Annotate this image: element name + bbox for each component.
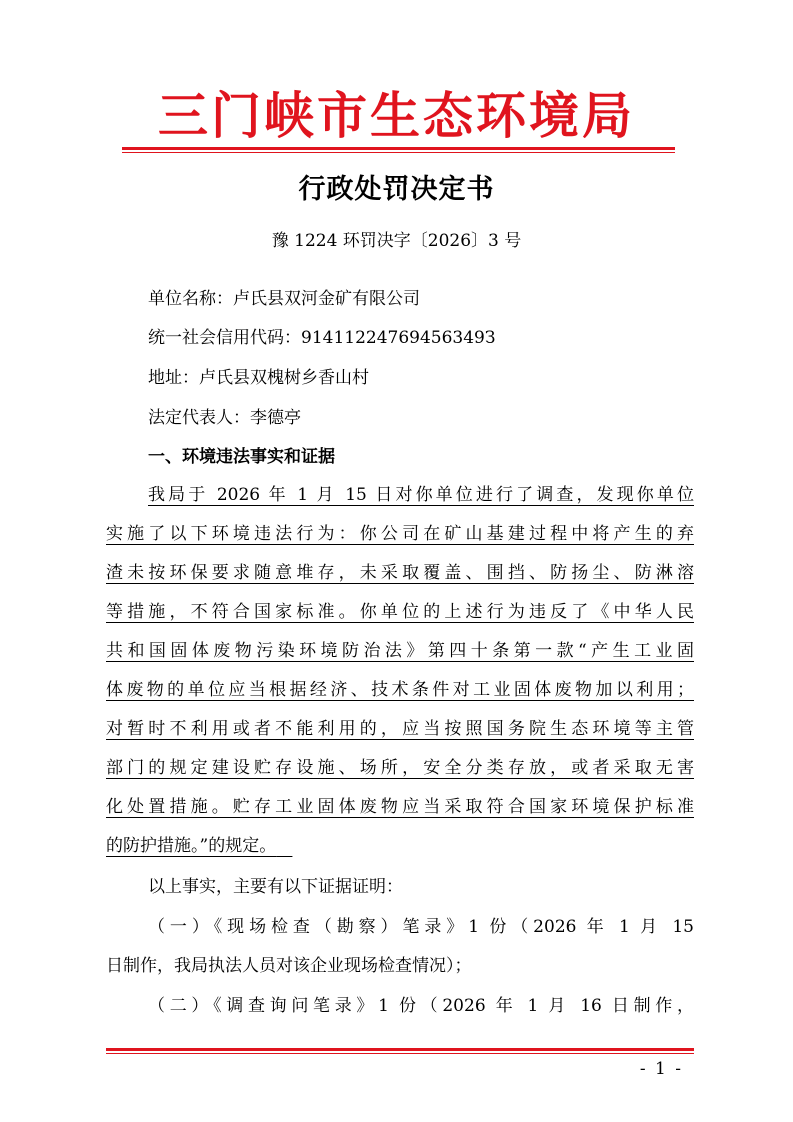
agency-masthead: 三门峡市生态环境局 (158, 86, 635, 145)
evidence-item: （二）《调查询问笔录》1 份（2026 年 1 月 16 日制作， (148, 996, 694, 1016)
party-name: 单位名称：卢氏县双河金矿有限公司 (148, 289, 420, 309)
document-title: 行政处罚决定书 (298, 174, 495, 205)
page-number: - 1 - (639, 1059, 683, 1079)
fact-line: 的防护措施。”的规定。 (106, 836, 277, 856)
masthead-rule-thick (122, 147, 675, 150)
evidence-item: 日制作，我局执法人员对该企业现场检查情况）； (106, 956, 472, 976)
fact-line: 对暂时不利用或者不能利用的，应当按照国务院生态环境等主管 (106, 719, 694, 739)
party-credit-code: 统一社会信用代码：91411224769456349З (148, 328, 496, 348)
masthead-rule-thin (122, 152, 675, 153)
fact-line: 部门的规定建设贮存设施、场所，安全分类存放，或者采取无害 (106, 758, 694, 778)
fact-line: 实施了以下环境违法行为：你公司在矿山基建过程中将产生的弃 (106, 524, 694, 544)
fact-line: 体废物的单位应当根据经济、技术条件对工业固体废物加以利用； (106, 680, 694, 700)
fact-line: 我局于 2026 年 1 月 15 日对你单位进行了调查，发现你单位 (148, 485, 694, 505)
document-number: 豫 1224 环罚决字〔2026〕3 号 (271, 231, 522, 251)
fact-line: 共和国固体废物污染环境防治法》第四十条第一款“产生工业固 (106, 641, 694, 661)
party-representative: 法定代表人：李德亭 (148, 408, 301, 428)
fact-line: 渣未按环保要求随意堆存，未采取覆盖、围挡、防扬尘、防淋溶 (106, 563, 694, 583)
evidence-intro: 以上事实，主要有以下证据证明： (148, 877, 403, 897)
footer-rule-thin (106, 1053, 694, 1054)
fact-line: 等措施，不符合国家标准。你单位的上述行为违反了《中华人民 (106, 602, 694, 622)
footer-rule-thick (106, 1048, 694, 1051)
evidence-item: （一）《现场检查（勘察）笔录》1 份（2026 年 1 月 15 (148, 917, 694, 937)
section-heading: 一、环境违法事实和证据 (148, 447, 335, 467)
fact-line: 化处置措施。贮存工业固体废物应当采取符合国家环境保护标准 (106, 797, 694, 817)
party-address: 地址：卢氏县双槐树乡香山村 (148, 368, 369, 388)
